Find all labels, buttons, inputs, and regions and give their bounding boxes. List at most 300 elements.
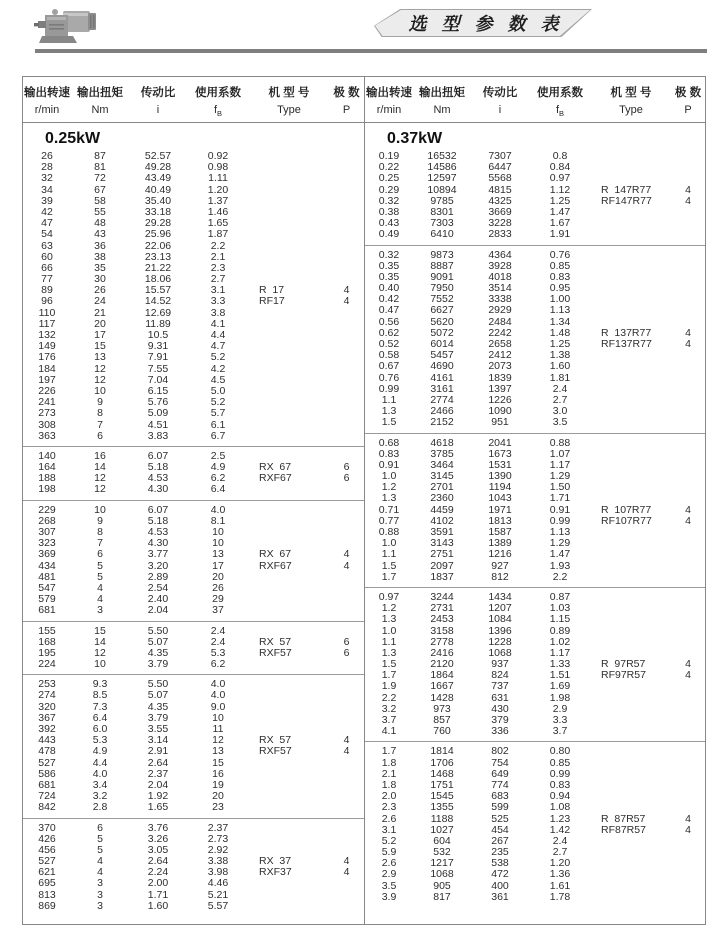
cell-poles xyxy=(329,713,364,724)
cell-poles: 6 xyxy=(343,646,350,659)
table-half-right xyxy=(364,77,705,924)
cell-fb: 0.92 xyxy=(207,150,229,162)
table-row xyxy=(365,881,705,892)
cell-torque: 4690 xyxy=(430,360,454,373)
cell-poles xyxy=(329,420,364,431)
header-divider-rule xyxy=(35,49,707,53)
cell-ratio: 2.04 xyxy=(147,604,169,617)
cell-ratio: 6.07 xyxy=(147,449,169,462)
cell-torque: 3143 xyxy=(430,537,454,550)
header-label: 使用系数 xyxy=(537,87,583,99)
table-row xyxy=(365,592,705,603)
cell-ratio: 3.83 xyxy=(147,429,169,442)
table-row xyxy=(365,858,705,869)
cell-speed: 586 xyxy=(38,767,56,780)
cell-speed: 132 xyxy=(38,329,56,341)
cell-poles xyxy=(329,702,364,713)
cell-type xyxy=(249,572,329,583)
cell-ratio: 5.50 xyxy=(147,624,169,637)
cell-poles xyxy=(329,901,364,912)
table-row xyxy=(365,746,705,757)
cell-torque: 1468 xyxy=(430,767,454,780)
cell-ratio: 7.04 xyxy=(147,373,169,386)
cell-type xyxy=(591,626,671,637)
cell-speed: 0.88 xyxy=(378,526,400,538)
power-section-title: 0.37kW xyxy=(387,130,443,147)
cell-ratio: 4.30 xyxy=(147,483,169,496)
table-block xyxy=(365,123,705,245)
cell-ratio: 2.91 xyxy=(147,745,169,758)
cell-type xyxy=(249,207,329,218)
cell-type: RX 57 xyxy=(259,635,292,648)
cell-speed: 274 xyxy=(38,689,56,702)
cell-ratio: 29.28 xyxy=(144,217,172,230)
cell-speed: 198 xyxy=(38,483,56,496)
cell-torque: 1217 xyxy=(430,857,454,870)
cell-ratio: 3928 xyxy=(488,259,512,272)
cell-speed: 681 xyxy=(38,778,56,791)
cell-torque: 7 xyxy=(97,418,103,431)
cell-ratio: 2073 xyxy=(488,360,512,373)
cell-fb: 5.0 xyxy=(210,384,226,397)
cell-ratio: 3.76 xyxy=(147,821,169,834)
cell-torque: 13 xyxy=(94,351,106,364)
cell-fb: 0.97 xyxy=(549,172,571,185)
cell-ratio: 33.18 xyxy=(144,205,172,218)
cell-ratio: 631 xyxy=(491,691,509,704)
cell-fb: 1.29 xyxy=(549,537,571,550)
cell-torque: 817 xyxy=(433,890,451,903)
cell-type xyxy=(249,690,329,701)
cell-speed: 0.99 xyxy=(378,382,400,395)
cell-speed: 0.83 xyxy=(378,447,400,460)
table-row xyxy=(23,702,364,713)
cell-torque: 43 xyxy=(94,228,106,241)
cell-type: RX 67 xyxy=(259,461,292,474)
cell-speed: 0.35 xyxy=(378,259,400,272)
cell-speed: 1.7 xyxy=(381,745,397,758)
cell-torque: 3785 xyxy=(430,447,454,460)
cell-fb: 1.12 xyxy=(549,183,571,196)
table-row xyxy=(365,493,705,504)
cell-speed: 42 xyxy=(41,205,53,218)
cell-type xyxy=(591,151,671,162)
cell-speed: 0.32 xyxy=(378,248,400,261)
cell-type: RXF67 xyxy=(259,559,292,572)
cell-speed: 176 xyxy=(38,351,56,364)
cell-speed: 2.6 xyxy=(381,857,397,870)
table-row xyxy=(23,173,364,184)
cell-torque: 5 xyxy=(97,559,103,572)
cell-fb: 8.1 xyxy=(210,514,226,527)
cell-type xyxy=(591,218,671,229)
cell-type xyxy=(249,341,329,352)
header-label: 机 型 号 xyxy=(610,87,652,99)
cell-fb: 17 xyxy=(212,559,224,572)
cell-poles: 4 xyxy=(343,548,350,561)
table-row xyxy=(365,626,705,637)
cell-torque: 4 xyxy=(97,855,103,868)
cell-speed: 0.58 xyxy=(378,349,400,362)
table-row xyxy=(365,549,705,560)
cell-torque: 12 xyxy=(94,373,106,386)
cell-type: R 17 xyxy=(259,284,285,297)
cell-fb: 2.2 xyxy=(552,570,568,583)
table-row xyxy=(365,207,705,218)
cell-type xyxy=(249,386,329,397)
cell-type xyxy=(591,603,671,614)
cell-fb: 1.17 xyxy=(549,646,571,659)
table-row xyxy=(23,637,364,648)
cell-torque: 4.0 xyxy=(92,767,108,780)
cell-ratio: 1.65 xyxy=(147,801,169,814)
cell-torque: 10 xyxy=(94,384,106,397)
cell-fb: 1.69 xyxy=(549,680,571,693)
cell-type xyxy=(591,471,671,482)
cell-ratio: 35.40 xyxy=(144,194,172,207)
cell-poles xyxy=(329,319,364,330)
table-row xyxy=(23,296,364,307)
cell-torque: 1864 xyxy=(430,669,454,682)
cell-speed: 370 xyxy=(38,821,56,834)
cell-speed: 54 xyxy=(41,228,53,241)
table-row xyxy=(23,218,364,229)
table-row xyxy=(23,274,364,285)
cell-torque: 7.3 xyxy=(92,700,108,713)
cell-speed: 0.22 xyxy=(378,161,400,174)
cell-type xyxy=(591,791,671,802)
cell-torque: 81 xyxy=(94,161,106,174)
cell-speed: 241 xyxy=(38,396,56,409)
cell-speed: 32 xyxy=(41,172,53,185)
cell-type xyxy=(591,384,671,395)
cell-speed: 89 xyxy=(41,284,53,297)
cell-fb: 0.94 xyxy=(549,790,571,803)
table-row xyxy=(23,162,364,173)
cell-fb: 1.38 xyxy=(549,349,571,362)
cell-speed: 0.62 xyxy=(378,326,400,339)
cell-fb: 1.36 xyxy=(549,868,571,881)
table-header xyxy=(365,77,705,123)
cell-poles xyxy=(671,173,705,184)
cell-poles xyxy=(329,330,364,341)
cell-fb: 4.0 xyxy=(210,503,226,516)
cell-type xyxy=(249,375,329,386)
header-unit: i xyxy=(156,104,160,116)
cell-fb: 3.3 xyxy=(552,714,568,726)
cell-type xyxy=(249,185,329,196)
cell-poles xyxy=(671,406,705,417)
cell-type xyxy=(249,702,329,713)
cell-poles: 4 xyxy=(343,855,350,868)
cell-speed: 1.9 xyxy=(381,680,397,693)
cell-torque: 24 xyxy=(94,295,106,308)
cell-fb: 1.61 xyxy=(549,879,571,892)
cell-speed: 229 xyxy=(38,503,56,516)
table-row xyxy=(365,395,705,406)
cell-poles xyxy=(671,881,705,892)
cell-type xyxy=(591,538,671,549)
cell-ratio: 2.54 xyxy=(147,581,169,594)
cell-ratio: 52.57 xyxy=(144,150,172,162)
cell-fb: 15 xyxy=(212,756,224,769)
cell-ratio: 22.06 xyxy=(144,239,172,252)
table-row xyxy=(365,836,705,847)
table-row xyxy=(365,173,705,184)
cell-torque: 532 xyxy=(433,846,451,859)
cell-ratio: 472 xyxy=(491,868,509,881)
cell-poles: 4 xyxy=(685,823,691,836)
cell-torque: 8 xyxy=(97,407,103,420)
cell-poles xyxy=(671,493,705,504)
cell-speed: 2.0 xyxy=(381,790,397,803)
cell-fb: 29 xyxy=(212,593,224,606)
cell-type xyxy=(249,878,329,889)
cell-torque: 14 xyxy=(94,461,106,474)
table-block xyxy=(23,500,364,621)
cell-poles xyxy=(329,151,364,162)
cell-type xyxy=(249,484,329,495)
cell-poles xyxy=(329,229,364,240)
cell-poles xyxy=(671,726,705,737)
cell-fb: 1.81 xyxy=(549,371,571,384)
table-row xyxy=(23,505,364,516)
cell-fb: 4.2 xyxy=(210,362,226,375)
cell-ratio: 361 xyxy=(491,890,509,903)
cell-poles xyxy=(671,592,705,603)
table-row xyxy=(365,892,705,903)
cell-fb: 1.07 xyxy=(549,447,571,460)
cell-type xyxy=(591,549,671,560)
cell-ratio: 5.18 xyxy=(147,514,169,527)
cell-speed: 110 xyxy=(38,306,56,319)
cell-speed: 456 xyxy=(38,843,56,856)
cell-ratio: 1434 xyxy=(488,590,512,603)
cell-torque: 905 xyxy=(433,879,451,892)
cell-type: RXF67 xyxy=(259,472,292,485)
cell-type xyxy=(591,305,671,316)
table-row xyxy=(23,867,364,878)
table-row xyxy=(23,431,364,442)
cell-ratio: 1396 xyxy=(488,624,512,637)
table-row xyxy=(23,263,364,274)
cell-torque: 1545 xyxy=(430,790,454,803)
cell-speed: 1.8 xyxy=(381,756,397,769)
cell-speed: 363 xyxy=(38,429,56,442)
cell-ratio: 4325 xyxy=(488,194,512,207)
cell-ratio: 937 xyxy=(491,658,509,671)
cell-fb: 1.20 xyxy=(549,857,571,870)
cell-fb: 5.21 xyxy=(207,888,229,901)
cell-ratio: 1226 xyxy=(488,393,512,406)
cell-poles xyxy=(329,308,364,319)
cell-fb: 3.98 xyxy=(207,866,229,879)
table-row xyxy=(365,328,705,339)
cell-fb: 2.2 xyxy=(210,239,226,252)
table-row xyxy=(23,196,364,207)
table-row xyxy=(365,460,705,471)
cell-poles xyxy=(671,471,705,482)
cell-ratio: 2.04 xyxy=(147,778,169,791)
cell-torque: 58 xyxy=(94,194,106,207)
table-row xyxy=(365,572,705,583)
cell-torque: 2731 xyxy=(430,602,454,615)
cell-speed: 695 xyxy=(38,877,56,890)
cell-speed: 26 xyxy=(41,150,53,162)
cell-type xyxy=(591,681,671,692)
cell-poles xyxy=(329,594,364,605)
cell-ratio: 9.31 xyxy=(147,340,169,353)
cell-torque: 8887 xyxy=(430,259,454,272)
cell-fb: 1.65 xyxy=(207,217,229,230)
header-label: 极 数 xyxy=(333,87,360,99)
cell-fb: 10 xyxy=(212,537,224,550)
cell-type xyxy=(591,207,671,218)
cell-type xyxy=(249,901,329,912)
table-row xyxy=(23,659,364,670)
cell-speed: 0.91 xyxy=(378,458,400,471)
cell-fb: 1.20 xyxy=(207,183,229,196)
cell-torque: 6.4 xyxy=(92,711,108,724)
cell-type: R 137R77 xyxy=(601,326,652,339)
cell-type xyxy=(591,746,671,757)
cell-fb: 1.37 xyxy=(207,194,229,207)
table-row xyxy=(365,505,705,516)
cell-poles xyxy=(671,614,705,625)
cell-ratio: 7.55 xyxy=(147,362,169,375)
cell-poles xyxy=(329,834,364,845)
cell-poles xyxy=(329,878,364,889)
cell-poles xyxy=(329,207,364,218)
cell-torque: 6 xyxy=(97,429,103,442)
cell-ratio: 4815 xyxy=(488,183,512,196)
table-row xyxy=(23,484,364,495)
table-row xyxy=(23,746,364,757)
cell-type xyxy=(249,758,329,769)
table-row xyxy=(23,648,364,659)
cell-type xyxy=(249,196,329,207)
table-block xyxy=(23,621,364,675)
cell-ratio: 43.49 xyxy=(144,172,172,185)
cell-poles xyxy=(671,693,705,704)
cell-poles xyxy=(671,780,705,791)
cell-torque: 2.8 xyxy=(92,801,108,814)
cell-speed: 3.5 xyxy=(381,879,397,892)
header-unit: $f_B$ xyxy=(213,104,223,119)
header-col-torque xyxy=(413,84,471,122)
cell-speed: 367 xyxy=(38,711,56,724)
cell-speed: 813 xyxy=(38,888,56,901)
cell-fb: 20 xyxy=(212,570,224,583)
cell-torque: 3.4 xyxy=(92,778,108,791)
cell-torque: 2416 xyxy=(430,646,454,659)
cell-ratio: 1228 xyxy=(488,635,512,648)
cell-fb: 1.13 xyxy=(549,526,571,538)
cell-speed: 155 xyxy=(38,624,56,637)
table-row xyxy=(365,482,705,493)
cell-speed: 226 xyxy=(38,384,56,397)
cell-torque: 7950 xyxy=(430,282,454,295)
cell-type xyxy=(591,561,671,572)
cell-torque: 15 xyxy=(94,340,106,353)
cell-type xyxy=(591,704,671,715)
cell-speed: 1.1 xyxy=(381,548,397,561)
cell-speed: 2.9 xyxy=(381,868,397,881)
cell-torque: 9 xyxy=(97,396,103,409)
cell-torque: 20 xyxy=(94,317,106,330)
header-col-poles xyxy=(329,84,364,122)
cell-torque: 14586 xyxy=(427,161,457,174)
cell-fb: 1.00 xyxy=(549,293,571,306)
cell-poles xyxy=(671,715,705,726)
cell-fb: 1.60 xyxy=(549,360,571,373)
cell-type xyxy=(591,858,671,869)
cell-ratio: 3.20 xyxy=(147,559,169,572)
cell-poles xyxy=(329,162,364,173)
table-row xyxy=(365,196,705,207)
cell-type xyxy=(591,438,671,449)
cell-poles xyxy=(671,207,705,218)
cell-ratio: 4.30 xyxy=(147,537,169,550)
cell-ratio: 754 xyxy=(491,756,509,769)
cell-type xyxy=(591,847,671,858)
cell-poles xyxy=(671,746,705,757)
cell-ratio: 7.91 xyxy=(147,351,169,364)
cell-type: R 147R77 xyxy=(601,183,652,196)
table-row xyxy=(23,713,364,724)
cell-poles: 4 xyxy=(685,658,691,671)
table-row xyxy=(23,802,364,813)
cell-poles xyxy=(671,637,705,648)
table-row xyxy=(23,890,364,901)
cell-torque: 10 xyxy=(94,658,106,671)
cell-poles xyxy=(671,350,705,361)
cell-fb: 16 xyxy=(212,767,224,780)
cell-fb: 1.91 xyxy=(549,228,571,241)
table-row xyxy=(365,339,705,350)
cell-fb: 1.34 xyxy=(549,315,571,328)
cell-ratio: 3.14 xyxy=(147,734,169,747)
cell-fb: 4.7 xyxy=(210,340,226,353)
cell-poles xyxy=(329,690,364,701)
table-row xyxy=(365,869,705,880)
cell-poles xyxy=(329,823,364,834)
cell-fb: 1.47 xyxy=(549,548,571,561)
cell-torque: 1188 xyxy=(430,812,454,825)
cell-ratio: 1587 xyxy=(488,526,512,538)
cell-ratio: 4.35 xyxy=(147,646,169,659)
table-row xyxy=(23,319,364,330)
cell-speed: 1.3 xyxy=(381,613,397,626)
cell-torque: 857 xyxy=(433,714,451,726)
cell-fb: 13 xyxy=(212,548,224,561)
cell-poles xyxy=(329,397,364,408)
cell-poles xyxy=(671,261,705,272)
cell-torque: 8.5 xyxy=(92,689,108,702)
table-row xyxy=(23,462,364,473)
table-row xyxy=(365,825,705,836)
cell-poles xyxy=(329,341,364,352)
cell-poles xyxy=(671,704,705,715)
table-block xyxy=(365,587,705,741)
cell-fb: 3.38 xyxy=(207,855,229,868)
cell-torque: 3244 xyxy=(430,590,454,603)
cell-ratio: 2.40 xyxy=(147,593,169,606)
cell-speed: 2.3 xyxy=(381,801,397,814)
cell-torque: 1814 xyxy=(430,745,454,758)
cell-ratio: 2412 xyxy=(488,349,512,362)
header-unit: i xyxy=(498,104,502,116)
